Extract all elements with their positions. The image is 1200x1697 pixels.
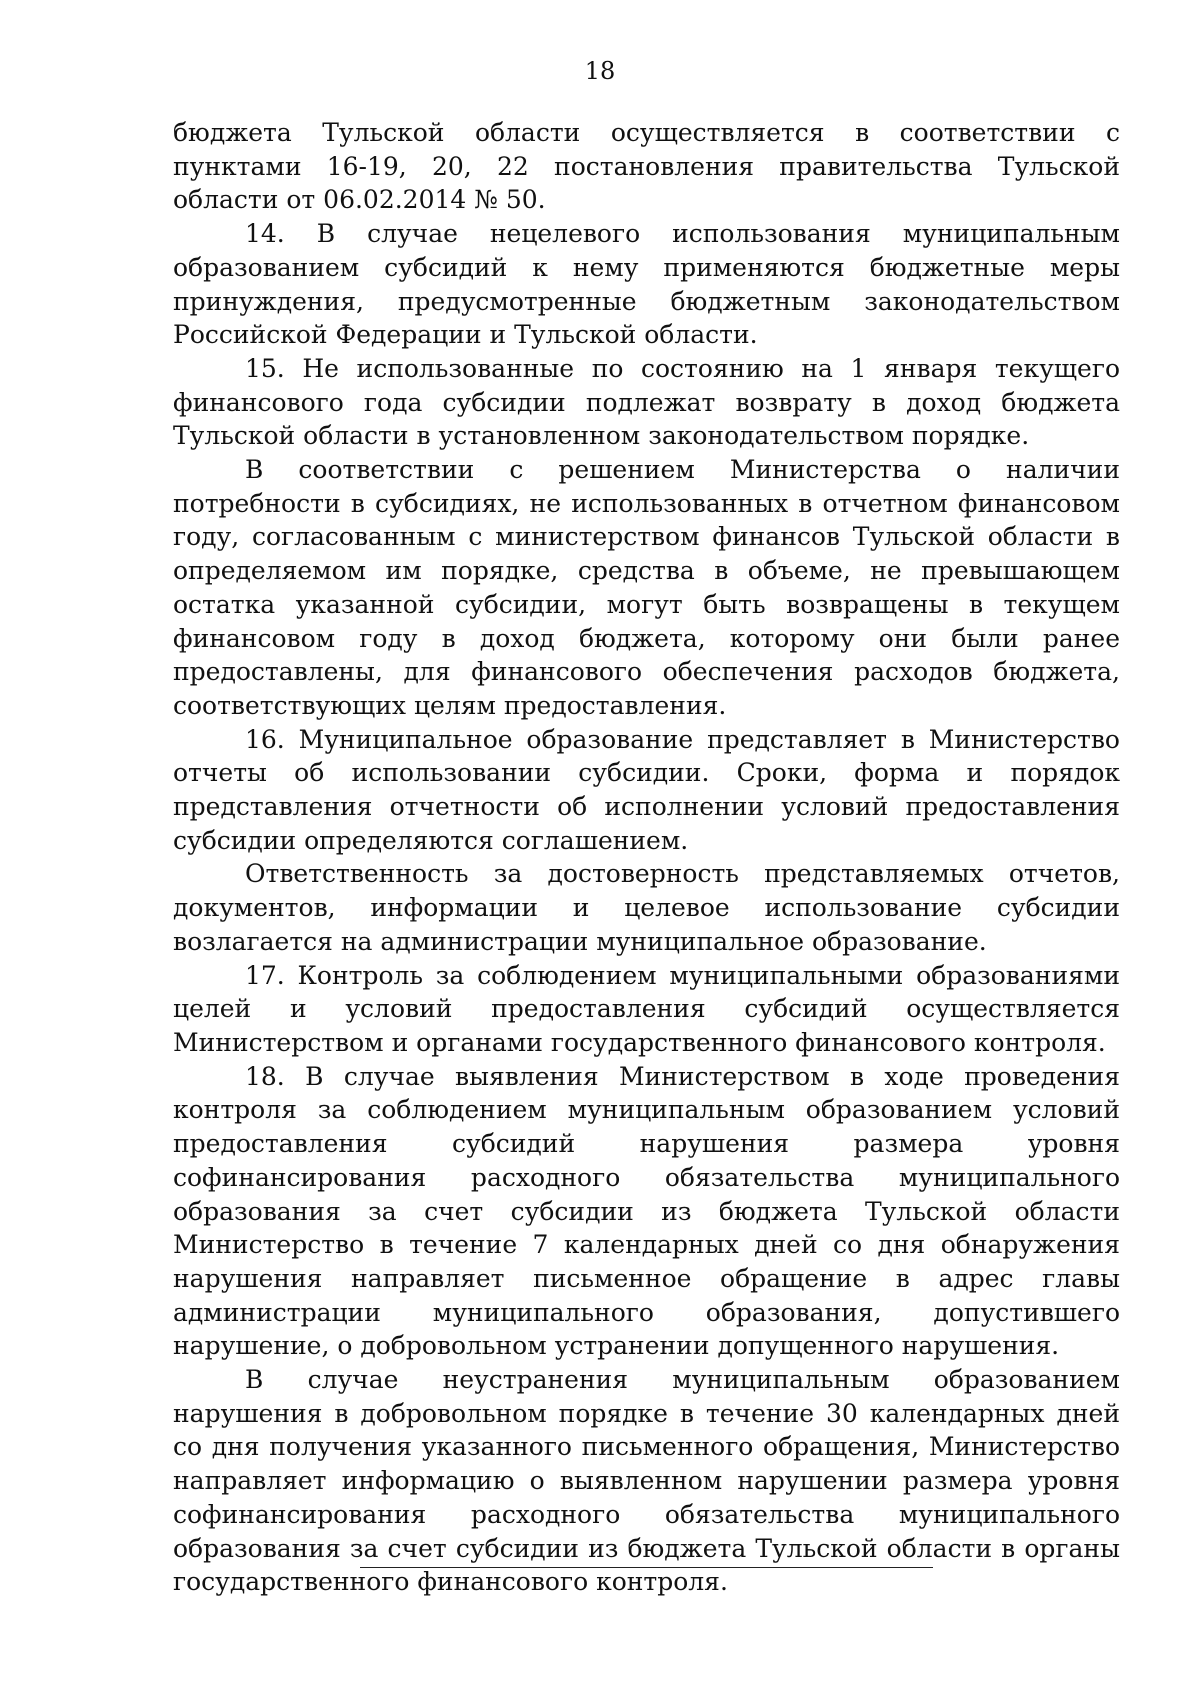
closing-divider-line (360, 1567, 933, 1568)
paragraph-item-16: 16. Муниципальное образование представляет в Министерство отчеты об использовании субсидии. Сроки, форма и порядок представления отчетности об исполнении условий предоставления субсидии определяются соглашением. (173, 724, 1120, 855)
paragraph-item-18-non-elimination: В случае неустранения муниципальным образованием нарушения в добровольном порядке в течение 30 календарных дней со дня получения указанного письменного обращения, Министерство направляет информацию о выявленном нарушении размера уровня софинансирования расходного обязательства муниципального образования за счет субсидии из бюджета Тульской области в органы государственного финансового контроля. (173, 1365, 1120, 1597)
paragraph-continuation: бюджета Тульской области осуществляется в соответствии с пунктами 16-19, 20, 22 постановления правительства Тульской области от 06.02.2014 № 50. (173, 118, 1120, 215)
document-body (173, 116, 1120, 1599)
paragraph-item-14: 14. В случае нецелевого использования муниципальным образованием субсидий к нему применяются бюджетные меры принуждения, предусмотренные бюджетным законодательством Российской Федерации и Тульской области. (173, 219, 1120, 350)
paragraph-item-17: 17. Контроль за соблюдением муниципальными образованиями целей и условий предоставления субсидий осуществляется Министерством и органами государственного финансового контроля. (173, 960, 1120, 1057)
paragraph-item-16-responsibility: Ответственность за достоверность представляемых отчетов, документов, информации и целевое использование субсидии возлагается на администрации муниципальное образование. (173, 859, 1120, 956)
page-number: 18 (584, 57, 616, 85)
paragraph-item-15-return: В соответствии с решением Министерства о наличии потребности в субсидиях, не использованных в отчетном финансовом году, согласованным с министерством финансов Тульской области в определяемом им порядке, средства в объеме, не превышающем остатка указанной субсидии, могут быть возвращены в текущем финансовом году в доход бюджета, которому они были ранее предоставлены, для финансового обеспечения расходов бюджета, соответствующих целям предоставления. (173, 455, 1120, 720)
paragraph-item-18: 18. В случае выявления Министерством в ходе проведения контроля за соблюдением муниципальным образованием условий предоставления субсидий нарушения размера уровня софинансирования расходного обязательства муниципального образования за счет субсидии из бюджета Тульской области Министерство в течение 7 календарных дней со дня обнаружения нарушения направляет письменное обращение в адрес главы администрации муниципального образования, допустившего нарушение, о добровольном устранении допущенного нарушения. (173, 1061, 1120, 1361)
paragraph-item-15: 15. Не использованные по состоянию на 1 января текущего финансового года субсидии подлежат возврату в доход бюджета Тульской области в установленном законодательством порядке. (173, 353, 1120, 451)
